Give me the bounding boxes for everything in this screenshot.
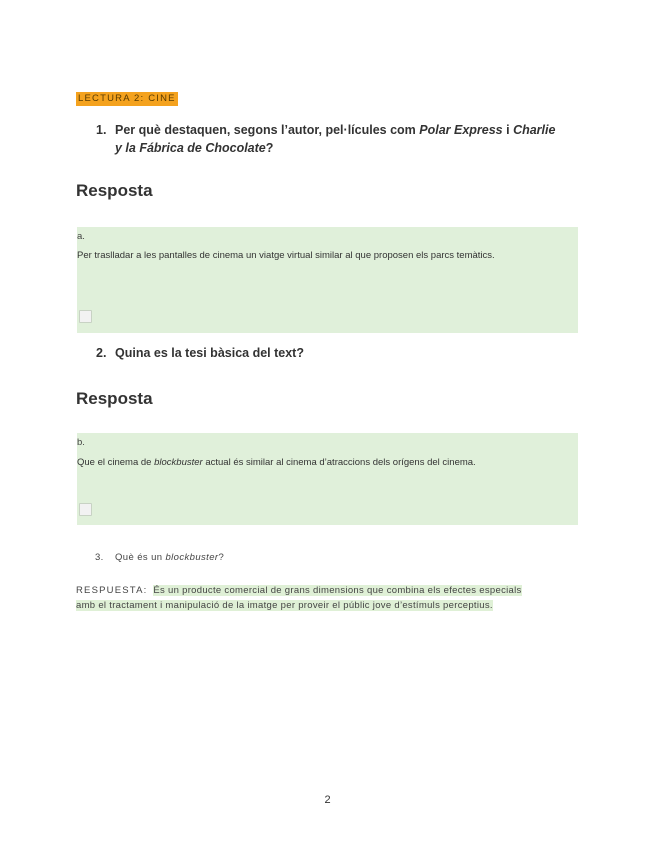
answer-text-emphasis: blockbuster [154, 457, 203, 468]
answer-highlight-line1: És un producte comercial de grans dimensions que combina els efectes especials [153, 585, 522, 596]
question-emphasis: blockbuster [165, 552, 219, 563]
question-number: 1. [96, 123, 107, 137]
option-letter: a. [77, 231, 85, 242]
answer-highlight-line2: amb el tractament i manipulació de la imatge per proveir el públic jove d’estímuls perceptius. [76, 600, 493, 611]
answer-checkbox[interactable] [79, 310, 92, 323]
question-text: ? [218, 552, 225, 563]
question-2 [96, 344, 304, 362]
page-number: 2 [324, 794, 331, 806]
answer-box [77, 433, 578, 525]
answer-label: RESPUESTA: [76, 585, 148, 596]
answer-box [77, 227, 578, 333]
question-3 [95, 552, 224, 563]
answer-text [77, 455, 567, 470]
question-number: 2. [96, 346, 107, 360]
question-text: Per què destaquen, segons l’autor, pel·lícules com [115, 123, 420, 137]
question-1 [96, 121, 576, 157]
answer-checkbox[interactable] [79, 503, 92, 516]
answer-paragraph [76, 583, 581, 613]
question-number: 3. [95, 552, 104, 563]
question-text: ? [265, 141, 274, 155]
answer-text: Per traslladar a les pantalles de cinema un viatge virtual similar al que proposen els parcs temàtics. [77, 250, 495, 261]
question-text: Què és un [115, 552, 166, 563]
film-title: Polar Express [419, 123, 503, 137]
answer-text-part: Que el cinema de [77, 457, 155, 468]
film-title: y la Fábrica de Chocolate [115, 141, 266, 155]
question-text: Quina es la tesi bàsica del text? [115, 346, 304, 360]
option-letter: b. [77, 437, 85, 448]
question-text: i [502, 123, 514, 137]
answer-heading: Resposta [76, 389, 153, 408]
section-tag: LECTURA 2: CINE [78, 93, 176, 104]
film-title: Charlie [513, 123, 556, 137]
answer-text-part: actual és similar al cinema d’atraccions dels orígens del cinema. [202, 457, 476, 468]
answer-heading: Resposta [76, 181, 153, 200]
